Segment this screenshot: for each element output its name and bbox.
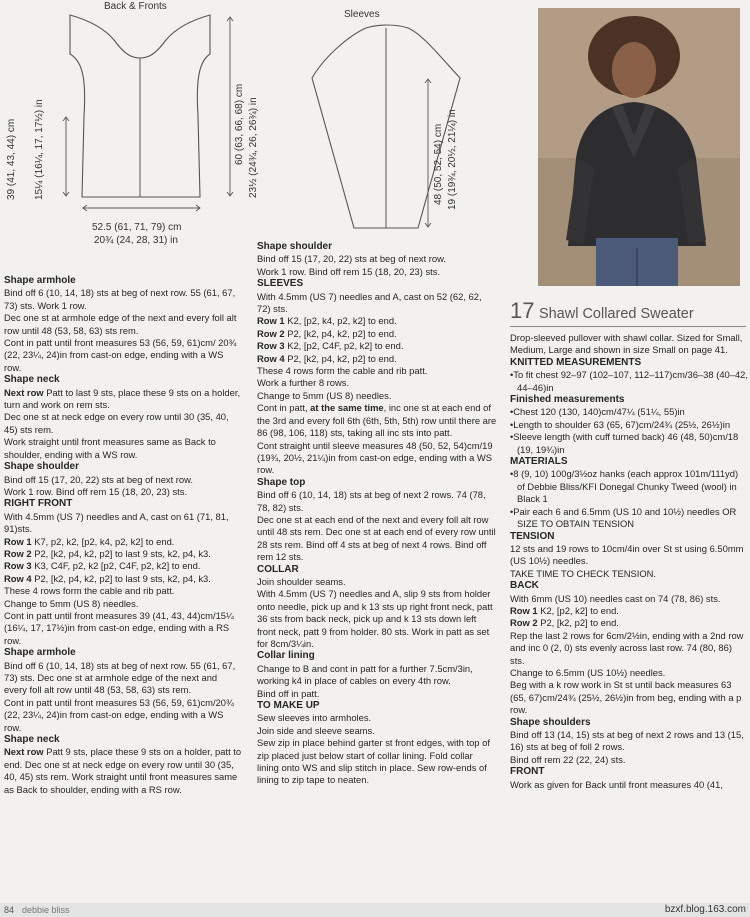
paragraph: •To fit chest 92–97 (102–107, 112–117)cm/36–38 (40–42, 44–46)in (510, 369, 748, 393)
back-length-cm: 60 (63, 66, 68) cm (234, 83, 245, 165)
paragraph: Row 2 P2, [k2, p4, k2, p2] to last 9 sts, k2, p4, k3. (4, 547, 211, 559)
paragraph: Row 4 P2, [k2, p4, k2, p2] to last 9 sts, k2, p4, k3. (4, 572, 211, 584)
paragraph: Next row Patt 9 sts, place these 9 sts on a holder, patt to end. Dec one st at neck edge on every row until 30 (35, 40, 45) sts rem. Work straight until front measures same as Back to shoulder, ending with a RS row. (4, 746, 242, 795)
paragraph: Work a further 8 rows. (257, 377, 350, 389)
sleeves-title: Sleeves (344, 9, 380, 20)
paragraph: With 4.5mm (US 7) needles and A, cast on 52 (62, 62, 72) sts. (257, 290, 482, 315)
paragraph: Cont straight until sleeve measures 48 (50, 52, 54)cm/19 (19¾, 20½, 21¼)in from cast-on edge, ending with a WS row. (257, 439, 493, 476)
section-heading: Shape neck (4, 734, 60, 746)
paragraph: Row 3 K2, [p2, C4F, p2, k2] to end. (257, 340, 404, 352)
paragraph: Change to 5mm (US 8) needles. (257, 389, 392, 401)
section-heading: Shape armhole (4, 647, 76, 659)
section-heading: COLLAR (257, 563, 299, 575)
sleeve-length-in: 19 (19¾, 20½, 21¼) in (447, 109, 458, 210)
section-heading: TO MAKE UP (257, 700, 320, 712)
back-width-cm: 52.5 (61, 71, 79) cm (92, 222, 182, 233)
pattern-number: 17 (510, 298, 535, 323)
section-heading: MATERIALS (510, 456, 568, 468)
paragraph: Row 3 K3, C4F, p2, k2 [p2, C4F, p2, k2] to end. (4, 560, 201, 572)
sleeve-schematic (290, 0, 490, 240)
paragraph: Join side and sleeve seams. (257, 724, 375, 736)
section-heading: Shape neck (4, 374, 60, 386)
paragraph: Row 1 K2, [p2, k4, p2, k2] to end. (257, 315, 397, 327)
instructions-column-right (510, 332, 748, 791)
paragraph: Bind off rem 22 (22, 24) sts. (510, 753, 626, 765)
paragraph: Bind off in patt. (257, 687, 320, 699)
paragraph: Next row Patt to last 9 sts, place these 9 sts on a holder, turn and work on rem sts. (4, 386, 241, 411)
paragraph: Change to 6.5mm (US 10½) needles. (510, 666, 666, 678)
paragraph: •8 (9, 10) 100g/3½oz hanks (each approx 101m/111yd) of Debbie Bliss/KFI Donegal Chunky Tweed (wool) in Black 1 (510, 468, 739, 505)
paragraph: With 4.5mm (US 7) needles and A, slip 9 sts from holder onto needle, pick up and k 13 sts up right front neck, patt 36 sts from back neck, pick up and k 13 sts down left front neck, patt 9 from holder. 80 sts. Work in patt as set for 8cm/3¼in. (257, 588, 493, 649)
back-width-in: 20¾ (24, 28, 31) in (94, 235, 178, 246)
section-heading: Finished measurements (510, 394, 625, 406)
instructions-column-middle (257, 241, 497, 787)
footer-brand: debbie bliss (22, 905, 70, 915)
paragraph: Work straight until front measures same as Back to shoulder, ending with a WS row. (4, 436, 216, 460)
paragraph: Sew sleeves into armholes. (257, 712, 372, 724)
sleeve-length-cm: 48 (50, 52, 54) cm (433, 123, 444, 205)
paragraph: 12 sts and 19 rows to 10cm/4in over St st using 6.50mm (US 10½) needles. (510, 542, 744, 567)
section-heading: KNITTED MEASUREMENTS (510, 356, 642, 368)
paragraph: TAKE TIME TO CHECK TENSION. (510, 567, 657, 579)
section-heading: Shape shoulder (257, 241, 333, 252)
section-heading: Shape armhole (4, 275, 76, 286)
paragraph: Beg with a k row work in St st until back measures 63 (65, 67)cm/24¾ (25½, 26½)in from beg, ending with a p row. (510, 679, 742, 716)
paragraph: Work 1 row. Bind off rem 15 (18, 20, 23) sts. (4, 485, 188, 497)
back-length-in: 23½ (24¾, 26, 26¾) in (248, 97, 259, 198)
section-heading: Collar lining (257, 650, 315, 662)
section-heading: BACK (510, 580, 539, 592)
page-footer (0, 903, 750, 917)
paragraph: Change to B and cont in patt for a further 7.5cm/3in, working k4 in place of cables on every 4th row. (257, 662, 473, 687)
paragraph: Bind off 15 (17, 20, 22) sts at beg of next row. (4, 473, 194, 485)
paragraph: Work as given for Back until front measures 40 (41, (510, 778, 723, 790)
paragraph: Cont in patt until front measures 53 (56, 59, 61)cm/20¾ (22, 23¼, 24)in from cast-on edge, ending with a WS row. (4, 696, 234, 733)
paragraph: Row 1 K7, p2, k2, [p2, k4, p2, k2] to end. (4, 535, 175, 547)
paragraph: Row 2 P2, [k2, p2] to end. (510, 617, 619, 629)
paragraph: Change to 5mm (US 8) needles. (4, 597, 139, 609)
pattern-title (510, 298, 746, 327)
paragraph: Rep the last 2 rows for 6cm/2½in, ending with a 2nd row and inc 0 (2, 0) sts evenly across last row. 74 (80, 86) sts. (510, 629, 744, 666)
paragraph: Bind off 13 (14, 15) sts at beg of next 2 rows and 13 (15, 16) sts at beg of foll 2 rows. (510, 729, 744, 753)
instructions-column-left (4, 275, 242, 796)
paragraph: With 4.5mm (US 7) needles and A, cast on 61 (71, 81, 91)sts. (4, 510, 229, 535)
paragraph: With 6mm (US 10) needles cast on 74 (78, 86) sts. (510, 592, 721, 604)
paragraph: •Sleeve length (with cuff turned back) 46 (48, 50)cm/18 (19, 19¾)in (510, 431, 739, 455)
section-heading: TENSION (510, 530, 555, 542)
paragraph: •Chest 120 (130, 140)cm/47¼ (51¼, 55)in (510, 406, 685, 418)
paragraph: Drop-sleeved pullover with shawl collar. Sized for Small, Medium, Large and shown in size Small on page 41. (510, 332, 743, 356)
paragraph: •Length to shoulder 63 (65, 67)cm/24¾ (25½, 26½)in (510, 418, 731, 430)
section-heading: Shape shoulder (4, 461, 80, 473)
paragraph: Bind off 6 (10, 14, 18) sts at beg of next row. 55 (61, 67, 73) sts. Work 1 row. (4, 287, 236, 311)
paragraph: Join shoulder seams. (257, 575, 346, 587)
paragraph: These 4 rows form the cable and rib patt. (4, 585, 175, 597)
watermark: bzxf.blog.163.com (664, 904, 746, 915)
section-heading: Shape shoulders (510, 716, 591, 728)
paragraph: Bind off 6 (10, 14, 18) sts at beg of next row. 55 (61, 67, 73) sts. Dec one st at armhole edge of the next and every foll alt row until 48 (53, 58, 63) sts rem. (4, 659, 236, 696)
paragraph: Row 2 P2, [k2, p4, k2, p2] to end. (257, 327, 397, 339)
paragraph: Bind off 15 (17, 20, 22) sts at beg of next row. (257, 253, 447, 265)
back-height-in: 15¼ (16¼, 17, 17½) in (34, 99, 45, 200)
paragraph: Dec one st at neck edge on every row until 30 (35, 40, 45) sts rem. (4, 411, 229, 435)
paragraph: Cont in patt until front measures 53 (56, 59, 61)cm/ 20¾ (22, 23¼, 24)in from cast-on edge, ending with a WS row. (4, 337, 237, 373)
paragraph: •Pair each 6 and 6.5mm (US 10 and 10½) needles OR SIZE TO OBTAIN TENSION (510, 505, 737, 530)
section-heading: Shape top (257, 476, 306, 488)
paragraph: Cont in patt until front measures 39 (41, 43, 44)cm/15¼ (16¼, 17, 17½)in from cast-on edge, ending with a RS row. (4, 609, 234, 646)
paragraph: Bind off 6 (10, 14, 18) sts at beg of next 2 rows. 74 (78, 78, 82) sts. (257, 489, 486, 513)
paragraph: Work 1 row. Bind off rem 15 (18, 20, 23) sts. (257, 265, 441, 277)
model-photo (538, 8, 740, 286)
paragraph: Cont in patt, at the same time, inc one st at each end of the 3rd and every foll 6th (6th, 5th, 5th) row until there are 86 (98, 106, 118) sts, taking all inc sts into patt. (257, 402, 497, 439)
section-heading: SLEEVES (257, 278, 304, 290)
paragraph: Dec one st at armhole edge of the next and every foll alt row until 48 (53, 58, 63) sts rem. (4, 312, 237, 336)
paragraph: Row 1 K2, [p2, k2] to end. (510, 604, 619, 616)
pattern-name: Shawl Collared Sweater (538, 306, 694, 322)
section-heading: FRONT (510, 766, 545, 778)
page-number: 84 (4, 905, 15, 915)
paragraph: Dec one st at each end of the next and every foll alt row until 48 sts rem. Dec one st at each end of every row until 28 sts rem. Bind off 4 sts at beg of next 4 rows. Bind off rem 12 sts. (257, 513, 496, 563)
back-height-cm: 39 (41, 43, 44) cm (6, 118, 17, 200)
back-fronts-title: Back & Fronts (104, 1, 167, 12)
section-heading: RIGHT FRONT (4, 498, 73, 510)
paragraph: These 4 rows form the cable and rib patt. (257, 365, 428, 377)
paragraph: Sew zip in place behind garter st front edges, with top of zip placed just below start of collar lining. Fold collar lining onto WS and slip stitch in place. Sew row-ends of lining to zip tape to neaten. (257, 737, 490, 786)
paragraph: Row 4 P2, [k2, p4, k2, p2] to end. (257, 352, 397, 364)
